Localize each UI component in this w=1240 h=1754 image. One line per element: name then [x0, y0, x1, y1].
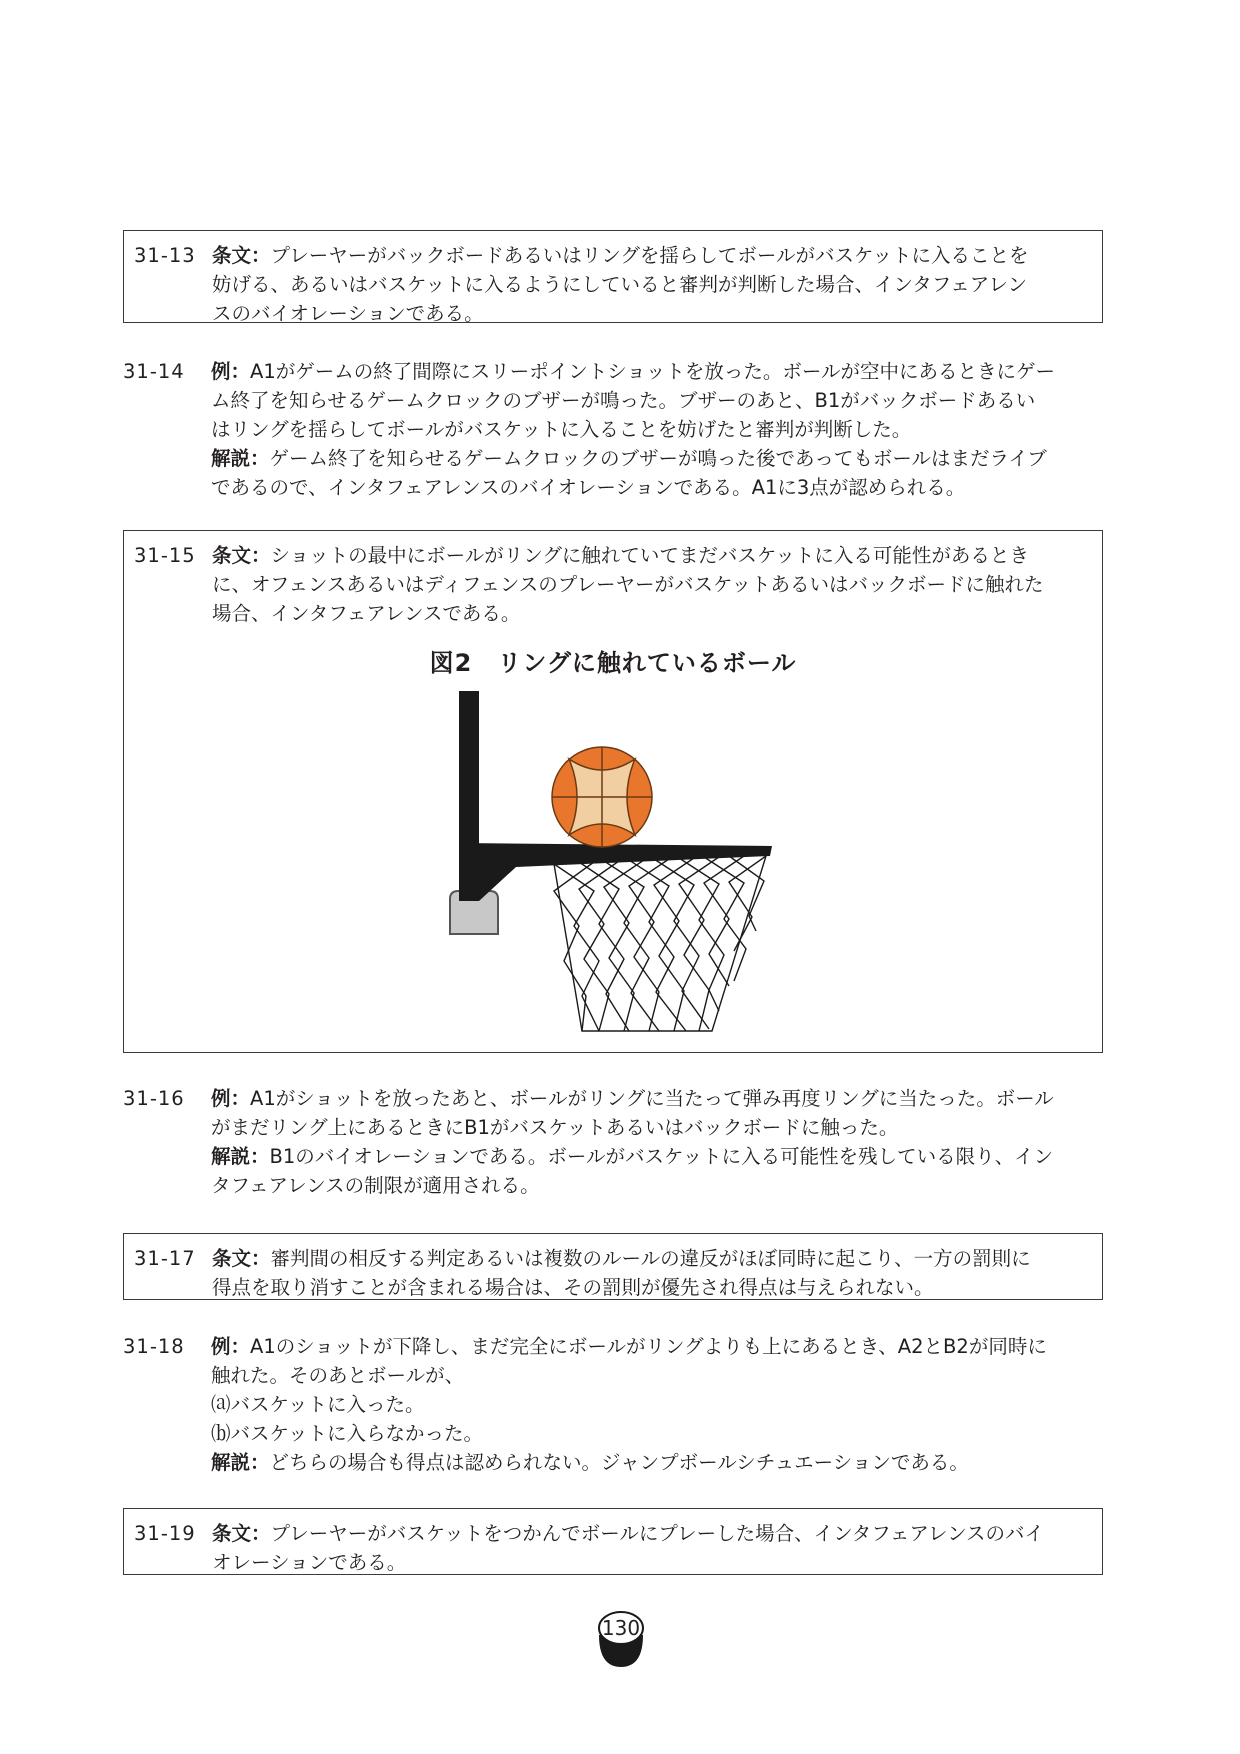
entry-number: 31-13 — [134, 244, 196, 267]
entry-text: ショットの最中にボールがリングに触れていてまだバスケットに入る可能性があるとき — [270, 544, 1029, 567]
basketball-hoop-figure — [124, 531, 1104, 1051]
entry-text: B1のバイオレーションである。ボールがバスケットに入る可能性を残している限り、イン — [269, 1145, 1054, 1168]
entry-line: 妨げる、あるいはバスケットに入るようにしていると審判が判断した場合、インタフェアレン — [212, 273, 1028, 296]
entry-31-15 — [123, 530, 1103, 1053]
figure-title: 図2 リングに触れているボール — [429, 649, 797, 677]
explanation-label: 解説： — [211, 1145, 270, 1168]
entry-body — [212, 231, 1102, 328]
rule-label: 条文： — [212, 544, 271, 567]
entry-line: ム終了を知らせるゲームクロックのブザーが鳴った。ブザーのあと、B1がバックボードあるい — [211, 389, 1036, 412]
entry-line: であるので、インタフェアレンスのバイオレーションである。A1に3点が認められる。 — [211, 476, 966, 499]
entry-text: A1のショットが下降し、まだ完全にボールがリングよりも上にあるとき、A2とB2が同時に — [250, 1335, 1047, 1358]
entry-number: 31-15 — [134, 544, 196, 567]
entry-number: 31-16 — [123, 1087, 185, 1110]
entry-31-18 — [123, 1332, 1103, 1477]
entry-body — [211, 1332, 1103, 1477]
entry-body — [211, 1084, 1103, 1200]
backboard — [459, 691, 479, 863]
entry-number: 31-19 — [134, 1522, 196, 1545]
entry-line: オレーションである。 — [212, 1551, 407, 1574]
entry-31-16 — [123, 1084, 1103, 1200]
entry-text: A1がショットを放ったあと、ボールがリングに当たって弾み再度リングに当たった。ボール — [250, 1087, 1054, 1110]
entry-31-17 — [123, 1233, 1103, 1300]
entry-body — [212, 1509, 1102, 1577]
example-label: 例： — [211, 1335, 251, 1358]
rule-label: 条文： — [212, 244, 271, 267]
entry-31-13 — [123, 230, 1103, 323]
entry-text: ゲーム終了を知らせるゲームクロックのブザーが鳴った後であってもボールはまだライブ — [269, 447, 1047, 470]
entry-line: はリングを揺らしてボールがバスケットに入ることを妨げたと審判が判断した。 — [211, 418, 912, 441]
entry-line: ⒝バスケットに入らなかった。 — [211, 1422, 484, 1445]
entry-31-14 — [123, 357, 1103, 502]
entry-line — [212, 241, 1096, 270]
entry-line: がまだリング上にあるときにB1がバスケットあるいはバックボードに触った。 — [211, 1116, 899, 1139]
entry-body — [211, 357, 1103, 502]
basketball — [552, 747, 652, 847]
entry-text: プレーヤーがバックボードあるいはリングを揺らしてボールがバスケットに入ることを — [270, 244, 1029, 267]
entry-line: に、オフェンスあるいはディフェンスのプレーヤーがバスケットあるいはバックボードに触れた — [212, 573, 1044, 596]
entry-line: ⒜バスケットに入った。 — [211, 1393, 425, 1416]
entry-line: タフェアレンスの制限が適用される。 — [211, 1174, 540, 1197]
entry-body — [212, 1234, 1102, 1302]
rule-label: 条文： — [212, 1247, 271, 1270]
entry-line: 触れた。そのあとボールが、 — [211, 1364, 465, 1387]
entry-text: A1がゲームの終了間際にスリーポイントショットを放った。ボールが空中にあるときにゲー — [250, 360, 1055, 383]
entry-number: 31-18 — [123, 1335, 185, 1358]
entry-text: プレーヤーがバスケットをつかんでボールにプレーした場合、インタフェアレンスのバイ — [270, 1522, 1044, 1545]
entry-number: 31-17 — [134, 1247, 196, 1270]
entry-text: 審判間の相反する判定あるいは複数のルールの違反がほぼ同時に起こり、一方の罰則に — [270, 1247, 1031, 1270]
example-label: 例： — [211, 1087, 251, 1110]
entry-number: 31-14 — [123, 360, 185, 383]
example-label: 例： — [211, 360, 251, 383]
entry-text: どちらの場合も得点は認められない。ジャンプボールシチュエーションである。 — [269, 1451, 969, 1474]
entry-line: 場合、インタフェアレンスである。 — [212, 602, 521, 625]
explanation-label: 解説： — [211, 1451, 270, 1474]
explanation-label: 解説： — [211, 447, 270, 470]
net — [554, 856, 766, 1031]
entry-line: スのバイオレーションである。 — [212, 302, 484, 325]
rule-label: 条文： — [212, 1522, 271, 1545]
entry-31-19 — [123, 1508, 1103, 1575]
page-number: 130 — [601, 1616, 641, 1640]
entry-line: 得点を取り消すことが含まれる場合は、その罰則が優先され得点は与えられない。 — [212, 1276, 934, 1299]
